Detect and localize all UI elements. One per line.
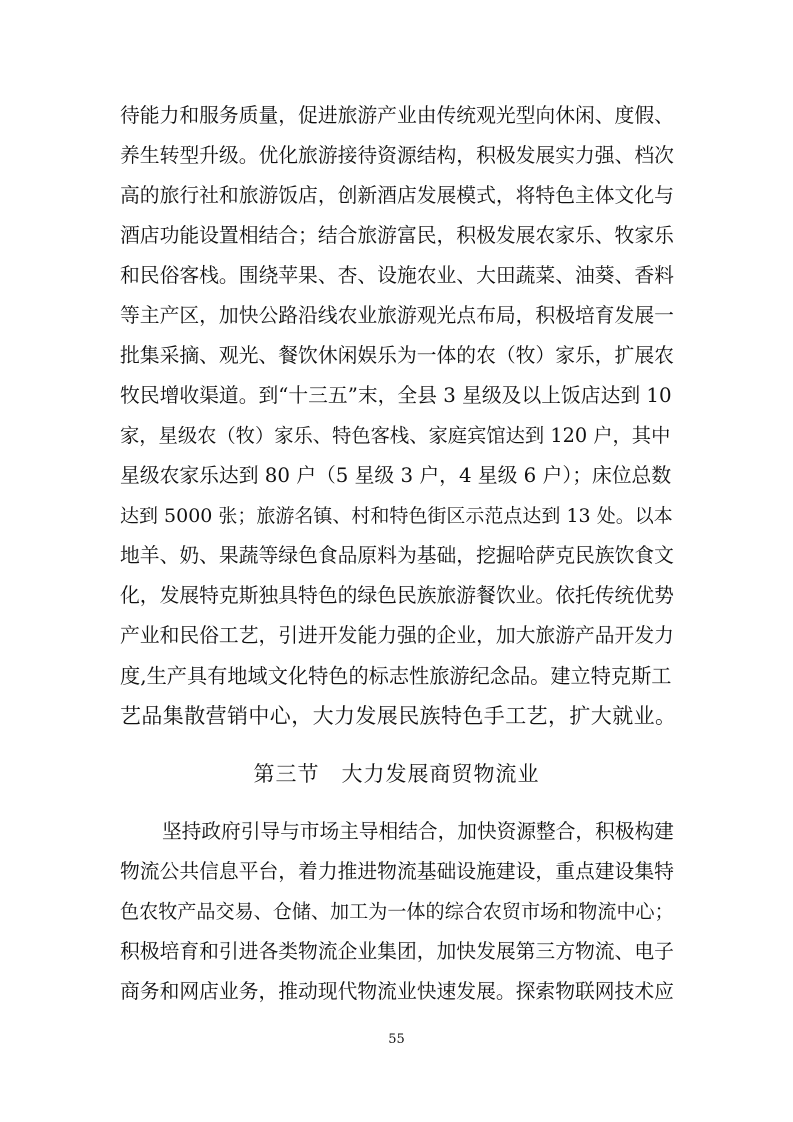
text-line: 待能力和服务质量，促进旅游产业由传统观光型向休闲、度假、 (120, 104, 674, 127)
text-line: 家，星级农（牧）家乐、特色客栈、家庭宾馆达到 120 户，其中 (120, 424, 671, 447)
text-line: 产业和民俗工艺，引进开发能力强的企业，加大旅游产品开发力 (120, 624, 674, 647)
text-line: 坚持政府引导与市场主导相结合，加快资源整合，积极构建 (162, 820, 674, 843)
text-line: 达到 5000 张；旅游名镇、村和特色街区示范点达到 13 处。以本 (120, 505, 673, 527)
text-line: 积极培育和引进各类物流企业集团，加快发展第三方物流、电子 (120, 940, 674, 963)
text-line: 度,生产具有地域文化特色的标志性旅游纪念品。建立特克斯工 (120, 664, 672, 688)
text-line: 地羊、奶、果蔬等绿色食品原料为基础，挖掘哈萨克民族饮食文 (120, 544, 674, 567)
text-line: 化，发展特克斯独具特色的绿色民族旅游餐饮业。依托传统优势 (120, 584, 674, 607)
text-line: 和民俗客栈。围绕苹果、杏、设施农业、大田蔬菜、油葵、香料 (120, 264, 674, 287)
text-line: 养生转型升级。优化旅游接待资源结构，积极发展实力强、档次 (120, 144, 674, 167)
text-line: 批集采摘、观光、餐饮休闲娱乐为一体的农（牧）家乐，扩展农 (120, 344, 674, 367)
text-line: 高的旅行社和旅游饭店，创新酒店发展模式，将特色主体文化与 (120, 184, 674, 207)
text-line: 商务和网店业务，推动现代物流业快速发展。探索物联网技术应 (120, 980, 674, 1003)
text-line: 酒店功能设置相结合；结合旅游富民，积极发展农家乐、牧家乐 (120, 224, 674, 247)
text-line: 物流公共信息平台，着力推进物流基础设施建设，重点建设集特 (120, 860, 674, 883)
text-line: 艺品集散营销中心，大力发展民族特色手工艺，扩大就业。 (120, 704, 677, 728)
section-heading: 第三节 大力发展商贸物流业 (253, 762, 540, 786)
text-line: 色农牧产品交易、仓储、加工为一体的综合农贸市场和物流中心； (120, 900, 674, 923)
text-line: 等主产区，加快公路沿线农业旅游观光点布局，积极培育发展一 (120, 304, 674, 327)
text-line: 牧民增收渠道。到“十三五”末，全县 3 星级及以上饭店达到 10 (120, 384, 672, 407)
page-number: 55 (388, 1032, 405, 1047)
text-line: 星级农家乐达到 80 户（5 星级 3 户，4 星级 6 户）；床位总数 (120, 464, 672, 487)
